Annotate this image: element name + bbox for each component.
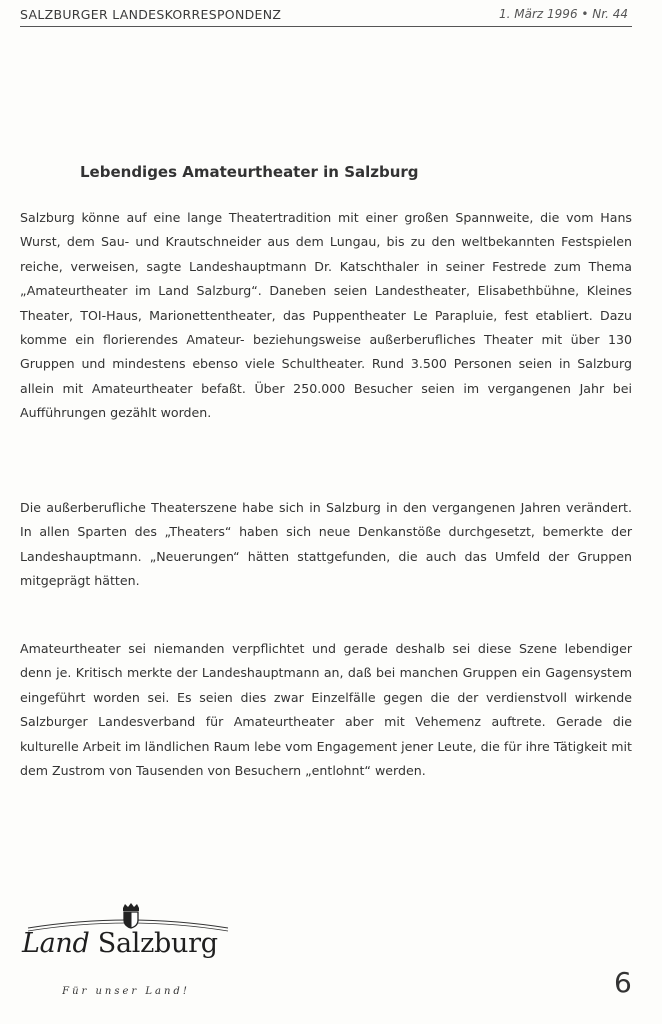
logo-wordmark <box>22 928 234 959</box>
land-salzburg-logo <box>20 898 235 1008</box>
logo-land-text: Land <box>22 928 90 959</box>
page-header <box>20 6 632 27</box>
article-paragraph-3: Amateurtheater sei niemanden verpflichtet und gerade deshalb sei diese Szene lebendiger denn je. Kritisch merkte der Landeshauptmann an, daß bei manchen Gruppen ein Gagensystem eingeführt worden sei. Es seien dies zwar Einzelfälle gegen die der verdienstvoll wirkende Salzburger Landesverband für Amateurtheater aber mit Vehemenz auftrete. Gerade die kulturelle Arbeit im ländlichen Raum lebe vom Engagement jener Leute, die für ihre Tätigkeit mit dem Zustrom von Tausenden von Besuchern „entlohnt“ werden. <box>20 641 632 779</box>
article-paragraph-2: Die außerberufliche Theaterszene habe sich in Salzburg in den vergangenen Jahren verändert. In allen Sparten des „Theaters“ haben sich neue Denkanstöße durchgesetzt, bemerkte der Landeshauptmann. „Neuerungen“ hätten stattgefunden, die auch das Umfeld der Gruppen mitgeprägt hätten. <box>20 500 632 589</box>
logo-salzburg-text: Salzburg <box>97 928 218 959</box>
issue-date: 1. März 1996 • Nr. 44 <box>499 7 628 21</box>
article-title: Lebendiges Amateurtheater in Salzburg <box>80 163 419 181</box>
page-number: 6 <box>614 966 632 999</box>
article-paragraph-1: Salzburg könne auf eine lange Theatertradition mit einer großen Spannweite, die vom Hans Wurst, dem Sau- und Krautschneider aus dem Lungau, bis zu den weltbekannten Festspielen reiche, verweisen, sagte Landeshauptmann Dr. Katschthaler in seiner Festrede zum Thema „Amateurtheater im Land Salzburg“. Daneben seien Landestheater, Elisabethbühne, Kleines Theater, TOI-Haus, Marionettentheater, das Puppentheater Le Parapluie, fest etabliert. Dazu komme ein florierendes Amateur- beziehungsweise außerberufliches Theater mit über 130 Gruppen und mindestens ebenso viele Schultheater. Rund 3.500 Personen seien in Salzburg allein mit Amateurtheater befaßt. Über 250.000 Besucher seien im vergangenen Jahr bei Aufführungen gezählt worden. <box>20 210 632 421</box>
logo-tagline: Für unser Land! <box>62 986 190 997</box>
publication-name: SALZBURGER LANDESKORRESPONDENZ <box>20 7 282 22</box>
